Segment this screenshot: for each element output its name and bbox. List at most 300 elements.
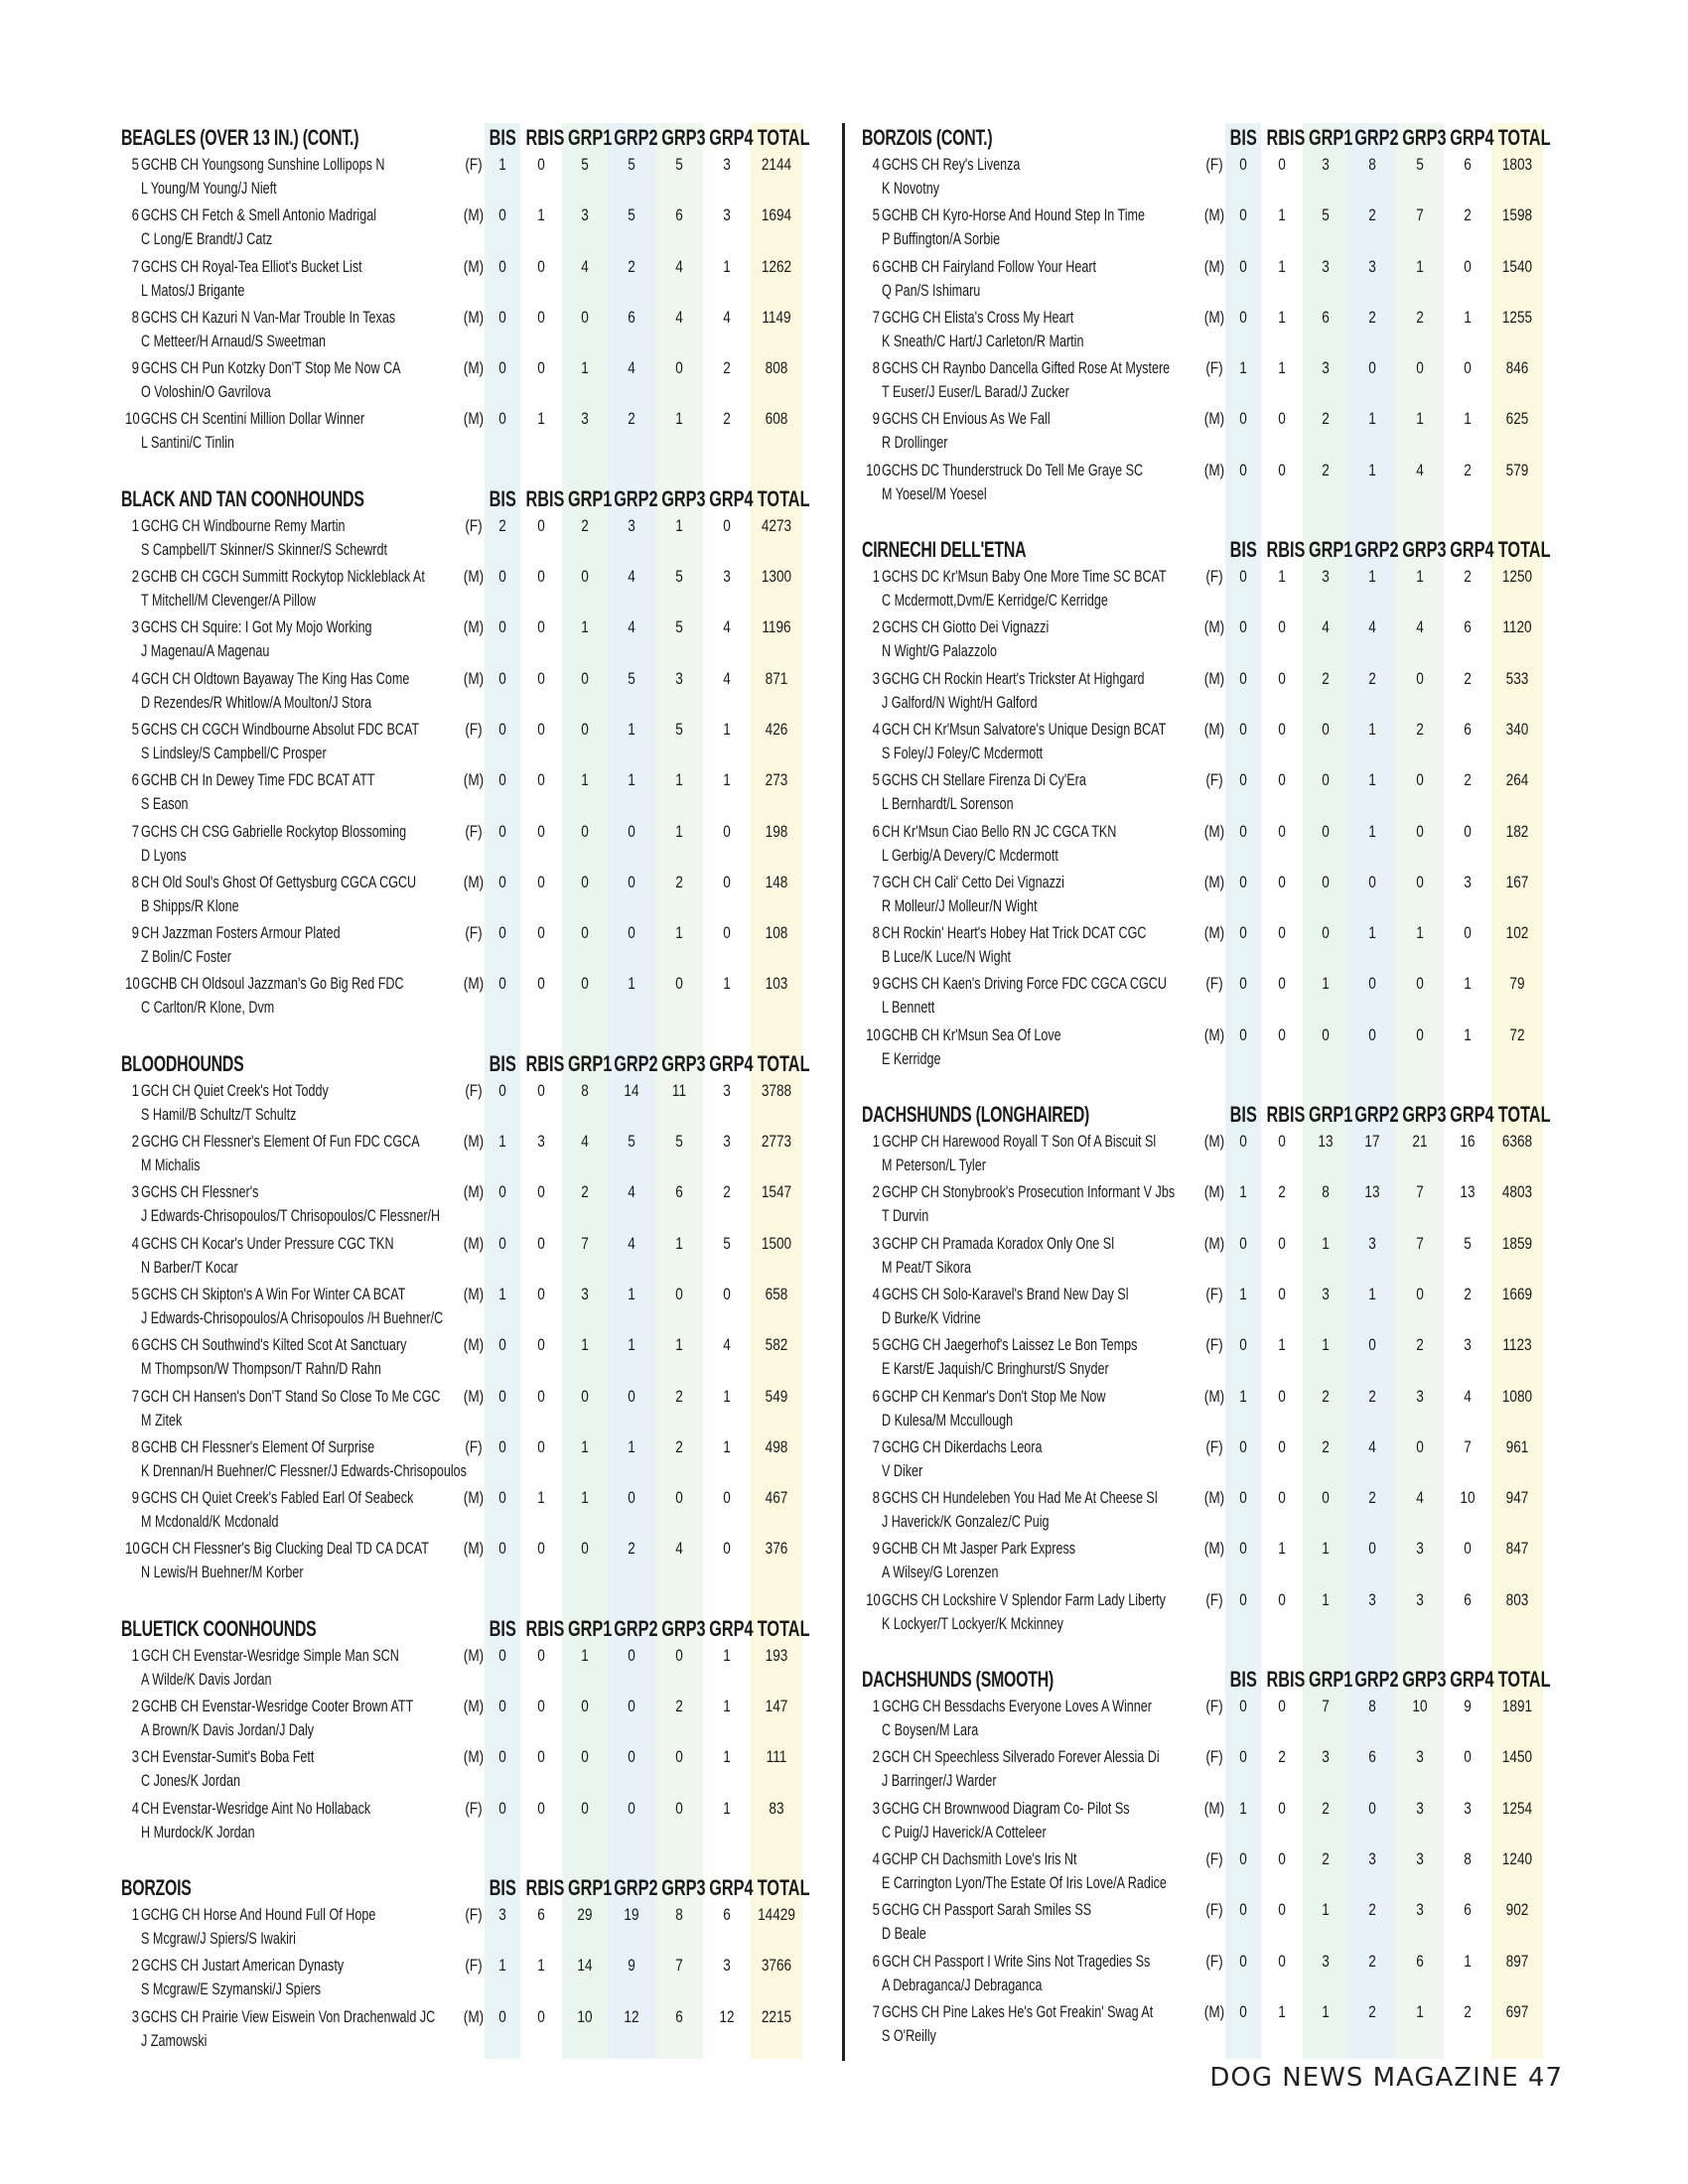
total-value: 1694 bbox=[761, 205, 792, 225]
grp2-value: 6 bbox=[1368, 1747, 1376, 1767]
table-row bbox=[862, 820, 1557, 871]
sex: (M) bbox=[463, 1747, 485, 1767]
grp2-value: 13 bbox=[1364, 1182, 1380, 1202]
left-column-content bbox=[121, 123, 816, 2082]
grp2-value: 3 bbox=[1368, 1589, 1376, 1609]
owners: K Drennan/H Buehner/C Flessner/J Edwards-Chrisopoulos bbox=[141, 1460, 467, 1480]
grp4-value: 3 bbox=[1464, 1798, 1472, 1818]
grp2-value: 2 bbox=[1368, 1900, 1376, 1920]
sex: (M) bbox=[1203, 1386, 1225, 1406]
grp1-value: 1 bbox=[581, 770, 589, 790]
grp2-header: GRP2 bbox=[614, 1874, 658, 1900]
grp1-value: 1 bbox=[581, 358, 589, 378]
owners: S Hamil/B Schultz/T Schultz bbox=[141, 1104, 297, 1124]
grp3-header: GRP3 bbox=[1402, 125, 1447, 150]
grp3-value: 1 bbox=[1416, 567, 1424, 587]
rbis-value: 0 bbox=[537, 872, 545, 891]
grp3-header: GRP3 bbox=[661, 485, 706, 511]
owners: T Durvin bbox=[882, 1206, 929, 1226]
grp2-value: 0 bbox=[628, 1488, 635, 1508]
total-value: 83 bbox=[769, 1798, 784, 1818]
grp4-value: 3 bbox=[1464, 872, 1472, 891]
owners: J Magenau/A Magenau bbox=[141, 641, 270, 661]
owners: C Puig/J Haverick/A Cotteleer bbox=[882, 1822, 1047, 1842]
total-value: 1255 bbox=[1501, 307, 1533, 327]
rank: 4 bbox=[872, 1284, 880, 1303]
rbis-value: 0 bbox=[537, 1182, 545, 1202]
bis-value: 0 bbox=[1239, 1132, 1247, 1152]
bis-value: 0 bbox=[498, 2006, 506, 2026]
total-value: 1080 bbox=[1501, 1386, 1533, 1406]
grp3-header: GRP3 bbox=[1402, 537, 1447, 563]
grp3-value: 0 bbox=[675, 1747, 683, 1767]
grp1-value: 0 bbox=[581, 567, 589, 587]
rbis-value: 0 bbox=[537, 155, 545, 174]
grp1-value: 3 bbox=[1322, 1951, 1330, 1971]
bis-header: BIS bbox=[1229, 1667, 1257, 1693]
owners: L Gerbig/A Devery/C Mcdermott bbox=[882, 845, 1058, 865]
owners: V Diker bbox=[882, 1460, 923, 1480]
table-row bbox=[862, 1847, 1557, 1898]
rbis-header: RBIS bbox=[525, 1874, 565, 1900]
table-row bbox=[121, 768, 816, 819]
dog-name: GCHS CH Lockshire V Splendor Farm Lady Liberty bbox=[882, 1589, 1166, 1609]
dog-name: GCHG CH Dikerdachs Leora bbox=[882, 1436, 1043, 1456]
rank: 3 bbox=[872, 1233, 880, 1253]
table-row bbox=[121, 1435, 816, 1486]
grp4-value: 2 bbox=[1464, 205, 1472, 225]
rank: 1 bbox=[872, 1697, 880, 1716]
owners: M Zitek bbox=[141, 1410, 183, 1430]
table-row bbox=[862, 768, 1557, 819]
table-row bbox=[121, 153, 816, 204]
rbis-value: 0 bbox=[1278, 1697, 1286, 1716]
total-value: 6368 bbox=[1501, 1132, 1533, 1152]
rank: 2 bbox=[131, 1697, 139, 1716]
grp1-value: 0 bbox=[1322, 872, 1330, 891]
rbis-header: RBIS bbox=[525, 485, 565, 511]
grp4-value: 1 bbox=[723, 719, 731, 739]
dog-name: GCHS CH CGCH Windbourne Absolut FDC BCAT bbox=[141, 719, 420, 739]
owners: M Thompson/W Thompson/T Rahn/D Rahn bbox=[141, 1359, 381, 1379]
dog-name: GCHG CH Flessner's Element Of Fun FDC CGCA bbox=[141, 1132, 420, 1152]
total-value: 2773 bbox=[761, 1132, 792, 1152]
grp3-value: 1 bbox=[675, 770, 683, 790]
grp1-value: 1 bbox=[1322, 1539, 1330, 1559]
owners: N Wight/G Palazzolo bbox=[882, 641, 998, 661]
grp4-value: 2 bbox=[1464, 567, 1472, 587]
rbis-value: 0 bbox=[537, 307, 545, 327]
grp2-value: 0 bbox=[628, 1747, 635, 1767]
bis-value: 0 bbox=[498, 1080, 506, 1100]
grp3-value: 2 bbox=[675, 1697, 683, 1716]
grp2-value: 1 bbox=[1368, 1284, 1376, 1303]
grp3-value: 0 bbox=[1416, 668, 1424, 688]
grp2-value: 8 bbox=[1368, 1697, 1376, 1716]
grp4-value: 2 bbox=[723, 1182, 731, 1202]
grp3-value: 5 bbox=[675, 617, 683, 637]
grp1-value: 0 bbox=[581, 307, 589, 327]
grp1-value: 1 bbox=[1322, 1589, 1330, 1609]
grp4-value: 1 bbox=[723, 1697, 731, 1716]
dog-name: CH Jazzman Fosters Armour Plated bbox=[141, 923, 341, 943]
table-row bbox=[862, 1435, 1557, 1486]
grp3-value: 0 bbox=[1416, 770, 1424, 790]
dog-name: GCHP CH Dachsmith Love's Iris Nt bbox=[882, 1848, 1077, 1868]
rbis-value: 0 bbox=[537, 1233, 545, 1253]
bis-value: 0 bbox=[498, 668, 506, 688]
owners: C Mcdermott,Dvm/E Kerridge/C Kerridge bbox=[882, 591, 1108, 611]
sex: (F) bbox=[1205, 1697, 1223, 1716]
bis-value: 0 bbox=[1239, 460, 1247, 479]
rank: 9 bbox=[131, 1488, 139, 1508]
dog-name: CH Rockin' Heart's Hobey Hat Trick DCAT CGC bbox=[882, 923, 1147, 943]
rbis-value: 0 bbox=[537, 2006, 545, 2026]
owners: L Matos/J Brigante bbox=[141, 280, 245, 300]
grp2-value: 1 bbox=[628, 1284, 635, 1303]
table-row bbox=[862, 718, 1557, 768]
grp4-value: 1 bbox=[1464, 1024, 1472, 1044]
total-value: 1540 bbox=[1501, 256, 1533, 276]
grp4-value: 1 bbox=[723, 974, 731, 994]
rbis-header: RBIS bbox=[525, 1050, 565, 1076]
grp3-value: 1 bbox=[1416, 256, 1424, 276]
bis-value: 0 bbox=[1239, 872, 1247, 891]
table-row bbox=[862, 871, 1557, 921]
breed-section bbox=[862, 1665, 1557, 2051]
bis-value: 0 bbox=[1239, 719, 1247, 739]
dog-name: GCH CH Kr'Msun Salvatore's Unique Design BCAT bbox=[882, 719, 1167, 739]
dog-name: GCHS CH Pun Kotzky Don'T Stop Me Now CA bbox=[141, 358, 401, 378]
grp3-value: 11 bbox=[671, 1080, 687, 1100]
grp4-value: 1 bbox=[1464, 974, 1472, 994]
rank: 8 bbox=[131, 307, 139, 327]
grp1-value: 2 bbox=[1322, 460, 1330, 479]
grp4-value: 1 bbox=[723, 770, 731, 790]
breed-section bbox=[121, 1873, 816, 2056]
dog-name: CH Evenstar-Sumit's Boba Fett bbox=[141, 1747, 315, 1767]
table-row bbox=[862, 306, 1557, 356]
rbis-value: 0 bbox=[537, 1645, 545, 1665]
grp4-value: 0 bbox=[1464, 1747, 1472, 1767]
grp1-value: 6 bbox=[1322, 307, 1330, 327]
grp2-value: 14 bbox=[624, 1080, 639, 1100]
total-header: TOTAL bbox=[757, 1874, 810, 1900]
section-header bbox=[121, 123, 816, 153]
grp3-value: 1 bbox=[675, 409, 683, 429]
section-header bbox=[121, 1614, 816, 1644]
owners: C Boysen/M Lara bbox=[882, 1720, 979, 1740]
grp4-value: 2 bbox=[723, 358, 731, 378]
rbis-value: 3 bbox=[537, 1132, 545, 1152]
dog-name: GCHG CH Bessdachs Everyone Loves A Winner bbox=[882, 1697, 1152, 1716]
dog-name: CH Kr'Msun Ciao Bello RN JC CGCA TKN bbox=[882, 821, 1117, 841]
grp4-value: 6 bbox=[1464, 617, 1472, 637]
grp4-value: 0 bbox=[723, 872, 731, 891]
total-value: 579 bbox=[1505, 460, 1529, 479]
bis-value: 0 bbox=[1239, 567, 1247, 587]
owners: M Peat/T Sikora bbox=[882, 1257, 971, 1277]
grp1-value: 3 bbox=[581, 1284, 589, 1303]
sex: (F) bbox=[1205, 1848, 1223, 1868]
total-value: 103 bbox=[765, 974, 788, 994]
sex: (M) bbox=[1203, 617, 1225, 637]
owners: Z Bolin/C Foster bbox=[141, 947, 231, 967]
grp3-value: 0 bbox=[675, 1488, 683, 1508]
total-header: TOTAL bbox=[1497, 1667, 1551, 1693]
rbis-value: 0 bbox=[537, 1436, 545, 1456]
total-value: 1250 bbox=[1501, 567, 1533, 587]
bis-value: 0 bbox=[498, 821, 506, 841]
grp3-value: 0 bbox=[1416, 1024, 1424, 1044]
dog-name: GCHB CH Mt Jasper Park Express bbox=[882, 1539, 1076, 1559]
dog-name: GCH CH Passport I Write Sins Not Tragedies Ss bbox=[882, 1951, 1151, 1971]
rank: 2 bbox=[131, 567, 139, 587]
bis-value: 0 bbox=[1239, 974, 1247, 994]
grp2-value: 4 bbox=[628, 617, 635, 637]
table-row bbox=[862, 204, 1557, 254]
grp1-value: 0 bbox=[1322, 1024, 1330, 1044]
grp2-value: 5 bbox=[628, 1132, 635, 1152]
dog-name: GCHB CH Flessner's Element Of Surprise bbox=[141, 1436, 375, 1456]
total-value: 1300 bbox=[761, 567, 792, 587]
grp4-value: 2 bbox=[1464, 668, 1472, 688]
owners: A Wilsey/G Lorenzen bbox=[882, 1563, 999, 1582]
rank: 3 bbox=[131, 1182, 139, 1202]
sex: (M) bbox=[1203, 2001, 1225, 2021]
grp4-value: 3 bbox=[723, 205, 731, 225]
dog-name: GCHG CH Windbourne Remy Martin bbox=[141, 515, 346, 535]
section-title: BLUETICK COONHOUNDS bbox=[121, 1615, 317, 1641]
total-value: 1891 bbox=[1501, 1697, 1533, 1716]
owners: M Michalis bbox=[141, 1156, 201, 1175]
grp1-value: 3 bbox=[1322, 567, 1330, 587]
grp4-value: 1 bbox=[723, 1645, 731, 1665]
bis-value: 0 bbox=[1239, 1951, 1247, 1971]
rank: 10 bbox=[865, 1589, 881, 1609]
table-row bbox=[862, 1537, 1557, 1587]
owners: T Mitchell/M Clevenger/A Pillow bbox=[141, 591, 316, 611]
grp2-value: 0 bbox=[628, 1386, 635, 1406]
grp4-value: 7 bbox=[1464, 1436, 1472, 1456]
grp1-value: 7 bbox=[1322, 1697, 1330, 1716]
sex: (M) bbox=[463, 1284, 485, 1303]
dog-name: GCHG CH Elista's Cross My Heart bbox=[882, 307, 1074, 327]
grp2-value: 0 bbox=[1368, 358, 1376, 378]
rank: 4 bbox=[131, 1233, 139, 1253]
sex: (M) bbox=[1203, 821, 1225, 841]
grp2-value: 2 bbox=[628, 409, 635, 429]
bis-value: 0 bbox=[1239, 668, 1247, 688]
grp3-value: 0 bbox=[1416, 821, 1424, 841]
sex: (M) bbox=[463, 872, 485, 891]
dog-name: GCHB CH Youngsong Sunshine Lollipops N bbox=[141, 155, 385, 174]
table-row bbox=[121, 1283, 816, 1333]
rank: 5 bbox=[131, 719, 139, 739]
grp3-value: 0 bbox=[1416, 1284, 1424, 1303]
grp2-value: 1 bbox=[1368, 770, 1376, 790]
owners: D Kulesa/M Mccullough bbox=[882, 1410, 1014, 1430]
grp4-value: 4 bbox=[723, 617, 731, 637]
grp2-value: 9 bbox=[628, 1956, 635, 1976]
grp4-header: GRP4 bbox=[709, 1615, 754, 1641]
rank: 1 bbox=[131, 515, 139, 535]
dog-name: GCH CH Quiet Creek's Hot Toddy bbox=[141, 1080, 329, 1100]
total-value: 3766 bbox=[761, 1956, 792, 1976]
sex: (M) bbox=[1203, 668, 1225, 688]
grp1-value: 0 bbox=[581, 872, 589, 891]
grp2-value: 1 bbox=[628, 1436, 635, 1456]
rbis-value: 0 bbox=[1278, 1284, 1286, 1303]
grp3-header: GRP3 bbox=[1402, 1102, 1447, 1128]
rbis-value: 0 bbox=[1278, 155, 1286, 174]
total-value: 340 bbox=[1505, 719, 1529, 739]
grp3-value: 3 bbox=[675, 668, 683, 688]
grp3-value: 0 bbox=[1416, 1436, 1424, 1456]
grp4-value: 4 bbox=[723, 1335, 731, 1355]
sex: (M) bbox=[463, 1182, 485, 1202]
grp4-header: GRP4 bbox=[1450, 125, 1494, 150]
rbis-value: 0 bbox=[537, 1798, 545, 1818]
grp2-value: 1 bbox=[1368, 821, 1376, 841]
sex: (M) bbox=[463, 1645, 485, 1665]
total-header: TOTAL bbox=[1497, 1102, 1551, 1128]
table-row bbox=[121, 565, 816, 615]
total-value: 1254 bbox=[1501, 1798, 1533, 1818]
total-header: TOTAL bbox=[1497, 537, 1551, 563]
grp2-value: 2 bbox=[1368, 1386, 1376, 1406]
owners: O Voloshin/O Gavrilova bbox=[141, 382, 271, 402]
sex: (M) bbox=[1203, 205, 1225, 225]
dog-name: GCHG CH Horse And Hound Full Of Hope bbox=[141, 1904, 376, 1924]
owners: P Buffington/A Sorbie bbox=[882, 229, 1001, 249]
bis-value: 0 bbox=[1239, 1848, 1247, 1868]
owners: L Bennett bbox=[882, 998, 935, 1018]
grp1-header: GRP1 bbox=[567, 125, 613, 150]
rank: 9 bbox=[872, 1539, 880, 1559]
sex: (M) bbox=[463, 1233, 485, 1253]
grp3-value: 4 bbox=[1416, 617, 1424, 637]
table-row bbox=[121, 1232, 816, 1283]
sex: (M) bbox=[463, 1132, 485, 1152]
total-value: 1196 bbox=[762, 617, 791, 637]
table-row bbox=[862, 1797, 1557, 1847]
table-row bbox=[121, 972, 816, 1023]
bis-value: 0 bbox=[498, 1233, 506, 1253]
table-row bbox=[121, 356, 816, 407]
grp4-value: 2 bbox=[1464, 460, 1472, 479]
grp4-value: 9 bbox=[1464, 1697, 1472, 1716]
grp2-value: 19 bbox=[624, 1904, 639, 1924]
bis-value: 0 bbox=[1239, 155, 1247, 174]
grp3-value: 4 bbox=[1416, 460, 1424, 479]
owners: S Lindsley/S Campbell/C Prosper bbox=[141, 743, 327, 762]
grp1-value: 3 bbox=[581, 205, 589, 225]
grp1-value: 0 bbox=[581, 719, 589, 739]
section-title: BLOODHOUNDS bbox=[121, 1050, 244, 1076]
section-title: DACHSHUNDS (SMOOTH) bbox=[862, 1667, 1055, 1693]
rank: 9 bbox=[872, 974, 880, 994]
owners: A Debraganca/J Debraganca bbox=[882, 1975, 1043, 1994]
grp2-header: GRP2 bbox=[1354, 1667, 1399, 1693]
rank: 8 bbox=[872, 1488, 880, 1508]
grp1-value: 8 bbox=[1322, 1182, 1330, 1202]
grp4-value: 8 bbox=[1464, 1848, 1472, 1868]
grp1-value: 0 bbox=[1322, 719, 1330, 739]
total-value: 273 bbox=[765, 770, 788, 790]
table-row bbox=[862, 1950, 1557, 2000]
grp4-value: 0 bbox=[723, 923, 731, 943]
owners: N Barber/T Kocar bbox=[141, 1257, 238, 1277]
table-row bbox=[862, 565, 1557, 615]
grp4-value: 0 bbox=[723, 1284, 731, 1303]
grp1-value: 1 bbox=[1322, 1335, 1330, 1355]
bis-value: 0 bbox=[498, 256, 506, 276]
rbis-value: 1 bbox=[537, 1956, 545, 1976]
sex: (M) bbox=[463, 256, 485, 276]
grp3-value: 3 bbox=[1416, 1386, 1424, 1406]
rank: 5 bbox=[872, 1900, 880, 1920]
grp3-value: 0 bbox=[675, 1284, 683, 1303]
dog-name: GCHB CH Kr'Msun Sea Of Love bbox=[882, 1024, 1061, 1044]
sex: (M) bbox=[1203, 1539, 1225, 1559]
sex: (M) bbox=[1203, 923, 1225, 943]
rank: 4 bbox=[872, 719, 880, 739]
grp2-value: 2 bbox=[1368, 1951, 1376, 1971]
rbis-value: 1 bbox=[537, 1488, 545, 1508]
bis-value: 0 bbox=[1239, 1233, 1247, 1253]
rbis-value: 0 bbox=[537, 1284, 545, 1303]
rank: 9 bbox=[131, 923, 139, 943]
owners: L Santini/C Tinlin bbox=[141, 433, 234, 453]
rank: 5 bbox=[131, 1284, 139, 1303]
rbis-value: 1 bbox=[1278, 1539, 1286, 1559]
grp2-value: 0 bbox=[628, 821, 635, 841]
section-header bbox=[121, 484, 816, 514]
rank: 7 bbox=[872, 2001, 880, 2021]
rbis-value: 0 bbox=[537, 617, 545, 637]
dog-name: GCHS CH Squire: I Got My Mojo Working bbox=[141, 617, 372, 637]
grp2-value: 0 bbox=[628, 872, 635, 891]
bis-value: 0 bbox=[1239, 307, 1247, 327]
sex: (F) bbox=[465, 821, 483, 841]
table-row bbox=[121, 1130, 816, 1180]
total-value: 582 bbox=[765, 1335, 788, 1355]
grp1-value: 3 bbox=[1322, 155, 1330, 174]
bis-value: 0 bbox=[498, 719, 506, 739]
grp1-value: 4 bbox=[581, 256, 589, 276]
grp1-header: GRP1 bbox=[1308, 1102, 1353, 1128]
dog-name: GCHS CH Giotto Dei Vignazzi bbox=[882, 617, 1050, 637]
sex: (F) bbox=[1205, 155, 1223, 174]
sex: (F) bbox=[465, 719, 483, 739]
dog-name: GCH CH Oldtown Bayaway The King Has Come bbox=[141, 668, 410, 688]
grp4-value: 2 bbox=[1464, 770, 1472, 790]
breed-section bbox=[121, 484, 816, 1024]
section-title: DACHSHUNDS (LONGHAIRED) bbox=[862, 1102, 1090, 1128]
dog-name: GCHS CH Scentini Million Dollar Winner bbox=[141, 409, 365, 429]
rank: 7 bbox=[131, 821, 139, 841]
rank: 3 bbox=[872, 668, 880, 688]
owners: H Murdock/K Jordan bbox=[141, 1822, 255, 1842]
sex: (M) bbox=[1203, 1182, 1225, 1202]
table-row bbox=[862, 1180, 1557, 1231]
owners: A Brown/K Davis Jordan/J Daly bbox=[141, 1720, 315, 1740]
dog-name: GCHG CH Rockin Heart's Trickster At Highgard bbox=[882, 668, 1145, 688]
total-value: 147 bbox=[765, 1697, 788, 1716]
owners: E Kerridge bbox=[882, 1048, 941, 1068]
dog-name: GCHS CH Skipton's A Win For Winter CA BCAT bbox=[141, 1284, 406, 1303]
